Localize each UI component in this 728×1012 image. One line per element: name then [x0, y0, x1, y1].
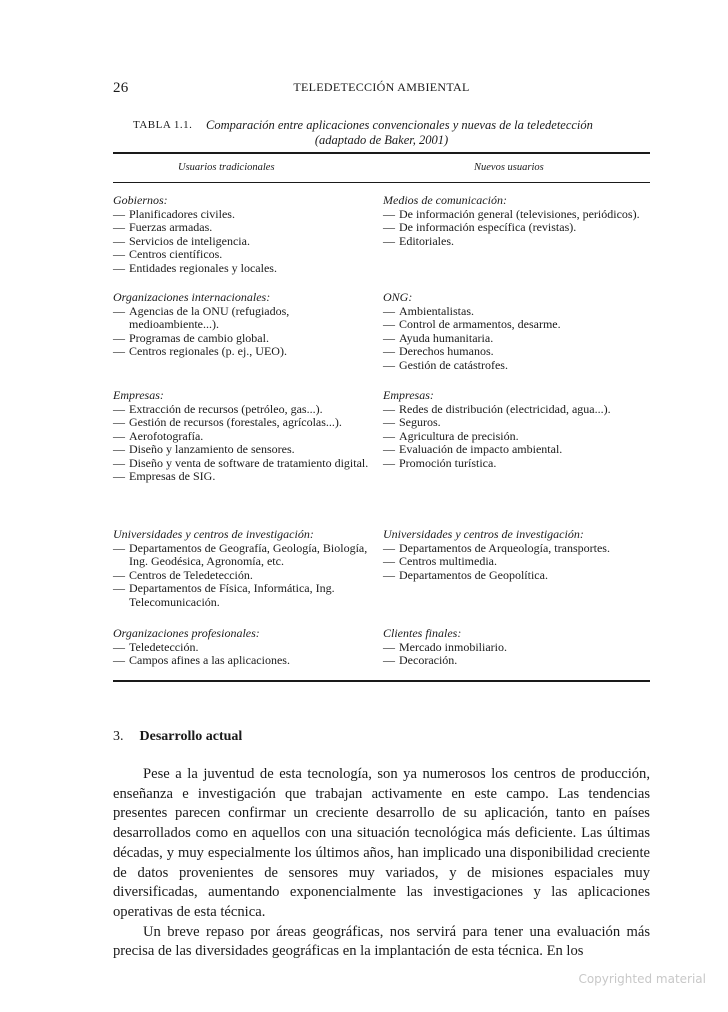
table-group	[383, 291, 651, 372]
list-item	[383, 443, 651, 457]
item-text: Centros multimedia.	[399, 554, 497, 568]
item-text: Departamentos de Geografía, Geología, Biología, Ing. Geodésica, Agronomía, etc.	[129, 540, 368, 568]
list-item	[383, 542, 651, 556]
dash-bullet: —	[383, 330, 395, 345]
dash-bullet: —	[113, 469, 125, 483]
item-text: Redes de distribución (electricidad, agua...).	[399, 401, 611, 416]
item-text: Ambientalistas.	[399, 303, 474, 318]
list-item	[113, 416, 375, 430]
dash-bullet: —	[113, 567, 125, 582]
dash-bullet: —	[383, 317, 395, 331]
item-text: Seguros.	[399, 415, 441, 429]
dash-bullet: —	[383, 455, 395, 470]
item-text: Departamentos de Geopolítica.	[399, 567, 548, 582]
dash-bullet: —	[383, 554, 395, 568]
list-item	[113, 443, 375, 457]
list-item	[113, 345, 375, 359]
list-item	[113, 430, 375, 444]
group-title: Empresas:	[383, 388, 434, 402]
dash-bullet: —	[383, 401, 395, 416]
item-text: Derechos humanos.	[399, 344, 494, 358]
item-text: Departamentos de Arqueología, transportes.	[399, 540, 610, 555]
item-text: Programas de cambio global.	[129, 330, 269, 345]
dash-bullet: —	[113, 442, 125, 456]
list-item	[383, 457, 651, 471]
group-title: Gobiernos:	[113, 193, 168, 207]
list-item	[383, 318, 651, 332]
list-item	[113, 641, 375, 655]
dash-bullet: —	[383, 442, 395, 456]
list-item	[113, 457, 375, 471]
list-item	[383, 208, 651, 222]
table-group	[113, 194, 375, 275]
item-text: Planificadores civiles.	[129, 206, 235, 221]
dash-bullet: —	[383, 428, 395, 443]
table-bottom-rule	[113, 680, 650, 682]
dash-bullet: —	[113, 303, 125, 318]
item-text: De información específica (revistas).	[399, 220, 577, 234]
item-text: Ayuda humanitaria.	[399, 330, 494, 345]
dash-bullet: —	[113, 330, 125, 345]
group-title: Medios de comunicación:	[383, 193, 507, 207]
list-item	[113, 332, 375, 346]
list-item	[383, 569, 651, 583]
dash-bullet: —	[383, 233, 395, 248]
list-item	[383, 345, 651, 359]
section-heading	[113, 729, 242, 745]
list-item	[383, 403, 651, 417]
item-text: Centros regionales (p. ej., UEO).	[129, 344, 287, 358]
item-text: Editoriales.	[399, 233, 454, 248]
dash-bullet: —	[113, 247, 125, 261]
list-item	[383, 430, 651, 444]
table-group	[113, 291, 375, 359]
dash-bullet: —	[113, 428, 125, 443]
left-column-header: Usuarios tradicionales	[178, 162, 275, 173]
table-group	[113, 627, 375, 668]
item-text: De información general (televisiones, periódicos).	[399, 206, 640, 221]
dash-bullet: —	[113, 206, 125, 221]
item-text: Departamentos de Física, Informática, Ing. Telecomunicación.	[129, 581, 335, 609]
item-text: Diseño y lanzamiento de sensores.	[129, 442, 295, 456]
table-group	[383, 627, 651, 668]
dash-bullet: —	[383, 357, 395, 372]
dash-bullet: —	[113, 639, 125, 654]
paragraph-1: Pese a la juventud de esta tecnología, son ya numerosos los centros de producción, enseñanza e investigación que trabajan activamente en este campo. Las tendencias presentes parecen confirmar un creciente desarrollo de su aplicación, tanto en países desarrollados como en aquellos con una situación tecnológica más deficiente. Las últimas décadas, y muy especialmente los últimos años, han implicado una disponibilidad creciente de datos provenientes de sensores muy variados, y de misiones espaciales muy diversificadas, aumentando exponencialmente las investigaciones y las aplicaciones operativas de esta técnica.	[113, 766, 650, 920]
item-text: Extracción de recursos (petróleo, gas...).	[129, 401, 323, 416]
group-title: Organizaciones profesionales:	[113, 626, 260, 640]
list-item	[383, 305, 651, 319]
group-title: Clientes finales:	[383, 626, 462, 640]
item-text: Gestión de recursos (forestales, agrícolas...).	[129, 415, 342, 429]
list-item	[383, 332, 651, 346]
dash-bullet: —	[113, 455, 125, 470]
item-text: Decoración.	[399, 653, 458, 667]
group-title: Universidades y centros de investigación:	[383, 527, 584, 541]
dash-bullet: —	[113, 344, 125, 358]
item-text: Teledetección.	[129, 639, 199, 654]
dash-bullet: —	[113, 220, 125, 234]
list-item	[113, 235, 375, 249]
list-item	[113, 305, 375, 332]
dash-bullet: —	[383, 540, 395, 555]
table-top-rule	[113, 152, 650, 154]
item-text: Centros científicos.	[129, 247, 223, 261]
list-item	[383, 654, 651, 668]
section-number: 3.	[113, 729, 124, 744]
running-title: TELEDETECCIÓN AMBIENTAL	[293, 80, 470, 94]
list-item	[383, 235, 651, 249]
copyright-watermark: Copyrighted material	[578, 972, 706, 986]
list-item	[383, 555, 651, 569]
item-text: Empresas de SIG.	[129, 469, 216, 483]
item-text: Promoción turística.	[399, 455, 497, 470]
dash-bullet: —	[383, 344, 395, 358]
table-group	[383, 194, 651, 248]
table-group	[383, 389, 651, 470]
group-title: Universidades y centros de investigación:	[113, 527, 314, 541]
list-item	[383, 359, 651, 373]
dash-bullet: —	[113, 540, 125, 555]
dash-bullet: —	[113, 581, 125, 595]
item-text: Mercado inmobiliario.	[399, 639, 507, 654]
list-item	[113, 221, 375, 235]
group-title: Organizaciones internacionales:	[113, 290, 271, 304]
dash-bullet: —	[113, 233, 125, 248]
list-item	[383, 641, 651, 655]
item-text: Diseño y venta de software de tratamiento digital.	[129, 455, 369, 470]
item-text: Fuerzas armadas.	[129, 220, 213, 234]
list-item	[113, 403, 375, 417]
group-title: Empresas:	[113, 388, 164, 402]
item-text: Centros de Teledetección.	[129, 567, 253, 582]
table-group	[383, 528, 651, 582]
list-item	[113, 248, 375, 262]
list-item	[383, 221, 651, 235]
table-group	[113, 528, 375, 609]
table-group	[113, 389, 375, 484]
page-number: 26	[113, 80, 129, 96]
section-title: Desarrollo actual	[139, 729, 243, 744]
item-text: Evaluación de impacto ambiental.	[399, 442, 563, 456]
table-title-line-2: (adaptado de Baker, 2001)	[314, 133, 449, 147]
table-label: TABLA 1.1.	[133, 119, 193, 131]
table-header-rule	[113, 182, 650, 183]
page-header	[113, 80, 650, 95]
list-item	[113, 542, 375, 569]
item-text: Agricultura de precisión.	[399, 428, 519, 443]
item-text: Control de armamentos, desarme.	[399, 317, 561, 331]
list-item	[113, 262, 375, 276]
dash-bullet: —	[113, 653, 125, 667]
table-title-line-1: Comparación entre aplicaciones convencionales y nuevas de la teledetección	[206, 118, 593, 132]
item-text: Servicios de inteligencia.	[129, 233, 250, 248]
dash-bullet: —	[383, 653, 395, 667]
list-item	[113, 569, 375, 583]
dash-bullet: —	[383, 303, 395, 318]
right-column-header: Nuevos usuarios	[474, 162, 544, 173]
list-item	[113, 654, 375, 668]
list-item	[383, 416, 651, 430]
dash-bullet: —	[383, 415, 395, 429]
dash-bullet: —	[383, 567, 395, 582]
list-item	[113, 208, 375, 222]
paragraph-2: Un breve repaso por áreas geográficas, nos servirá para tener una evaluación más precisa de las diversidades geográficas en la implantación de esta técnica. En los	[113, 923, 650, 960]
dash-bullet: —	[383, 206, 395, 221]
dash-bullet: —	[113, 401, 125, 416]
list-item	[113, 470, 375, 484]
item-text: Agencias de la ONU (refugiados, medioambiente...).	[129, 303, 290, 331]
dash-bullet: —	[113, 415, 125, 429]
item-text: Gestión de catástrofes.	[399, 357, 508, 372]
item-text: Campos afines a las aplicaciones.	[129, 653, 290, 667]
group-title: ONG:	[383, 290, 413, 304]
dash-bullet: —	[113, 260, 125, 275]
dash-bullet: —	[383, 220, 395, 234]
body-text	[113, 765, 650, 962]
item-text: Entidades regionales y locales.	[129, 260, 277, 275]
list-item	[113, 582, 375, 609]
item-text: Aerofotografía.	[129, 428, 204, 443]
dash-bullet: —	[383, 639, 395, 654]
